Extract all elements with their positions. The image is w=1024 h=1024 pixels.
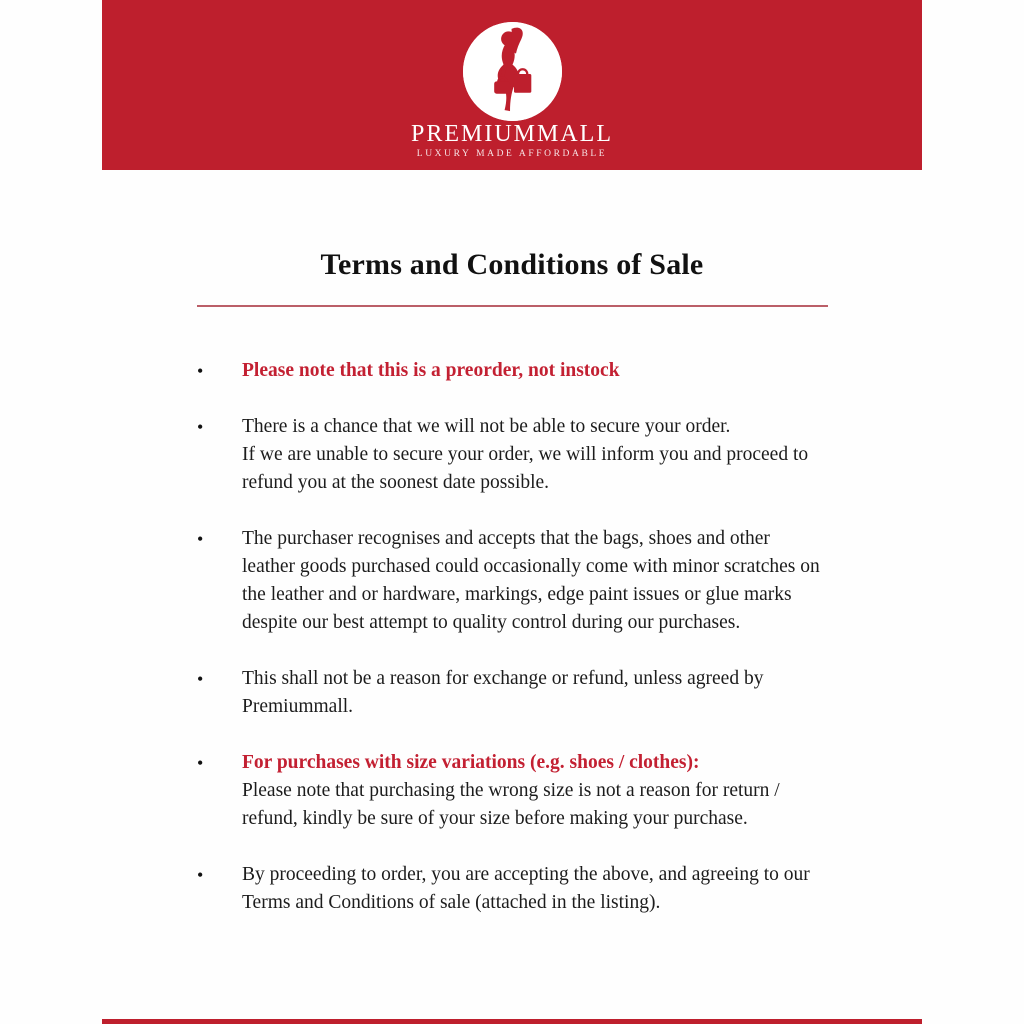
term-line-emphasis: For purchases with size variations (e.g. shoes / clothes): bbox=[242, 751, 700, 773]
bullet-marker: • bbox=[197, 416, 204, 437]
term-item bbox=[197, 665, 857, 721]
term-line: By proceeding to order, you are accepting the above, and agreeing to our bbox=[242, 863, 810, 885]
bullet-marker: • bbox=[197, 752, 204, 773]
terms-list bbox=[197, 357, 857, 917]
term-item bbox=[197, 413, 857, 497]
term-text bbox=[242, 525, 857, 637]
term-line: Premiummall. bbox=[242, 695, 354, 717]
page-title: Terms and Conditions of Sale bbox=[320, 248, 704, 281]
bullet-marker: • bbox=[197, 360, 204, 381]
bullet-marker: • bbox=[197, 528, 204, 549]
bullet-marker: • bbox=[197, 864, 204, 885]
term-item bbox=[197, 357, 857, 385]
term-line: Please note that purchasing the wrong size is not a reason for return / bbox=[242, 779, 780, 801]
brand-banner bbox=[102, 0, 922, 170]
term-line: The purchaser recognises and accepts that the bags, shoes and other bbox=[242, 527, 770, 549]
term-line: despite our best attempt to quality control during our purchases. bbox=[242, 611, 741, 633]
brand-logo bbox=[463, 22, 562, 121]
term-text bbox=[242, 749, 857, 833]
term-line: leather goods purchased could occasionally come with minor scratches on bbox=[242, 555, 820, 577]
term-text bbox=[242, 413, 857, 497]
term-text bbox=[242, 665, 857, 721]
term-item bbox=[197, 861, 857, 917]
bullet-marker: • bbox=[197, 668, 204, 689]
term-line-emphasis: Please note that this is a preorder, not instock bbox=[242, 359, 620, 381]
term-item bbox=[197, 749, 857, 833]
term-line: refund you at the soonest date possible. bbox=[242, 471, 550, 493]
term-line: There is a chance that we will not be able to secure your order. bbox=[242, 415, 731, 437]
footer-rule bbox=[102, 1019, 922, 1024]
term-line: Terms and Conditions of sale (attached in the listing). bbox=[242, 891, 661, 913]
term-text bbox=[242, 861, 857, 917]
brand-name: PREMIUMMALL bbox=[410, 121, 613, 147]
term-line: refund, kindly be sure of your size before making your purchase. bbox=[242, 807, 748, 829]
term-text bbox=[242, 357, 857, 385]
term-line: If we are unable to secure your order, we will inform you and proceed to bbox=[242, 443, 809, 465]
term-line: the leather and or hardware, markings, edge paint issues or glue marks bbox=[242, 583, 792, 605]
woman-shopper-icon bbox=[463, 22, 562, 121]
terms-document bbox=[0, 170, 1024, 945]
brand-tagline: LUXURY MADE AFFORDABLE bbox=[416, 149, 608, 160]
term-item bbox=[197, 525, 857, 637]
title-divider bbox=[197, 305, 828, 307]
term-line: This shall not be a reason for exchange or refund, unless agreed by bbox=[242, 667, 764, 689]
